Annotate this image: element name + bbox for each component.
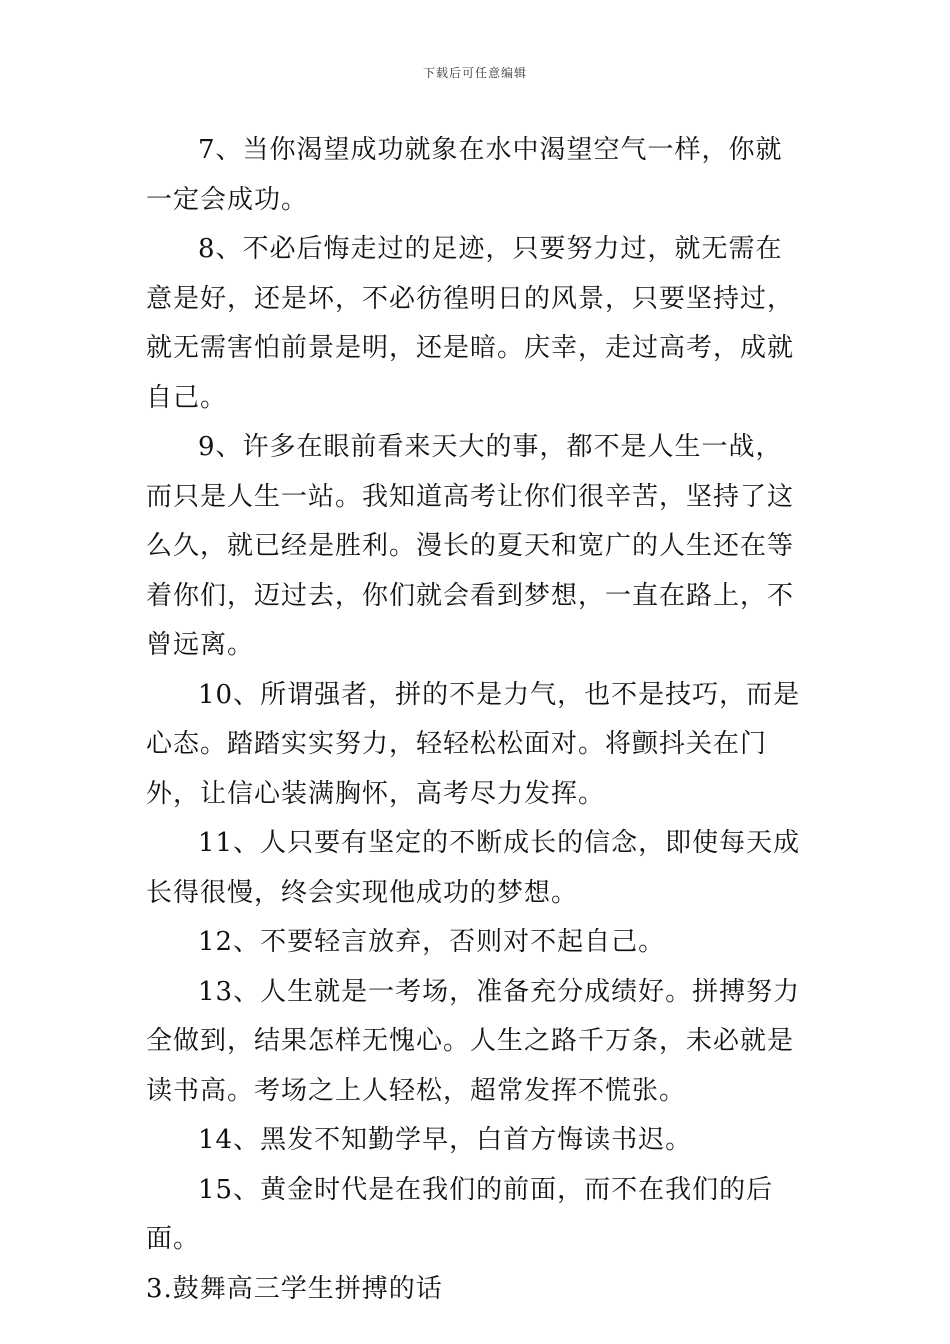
document-body [146, 126, 808, 1314]
page-header: 下载后可任意编辑 [422, 66, 527, 80]
paragraph-13: 13、人生就是一考场，准备充分成绩好。拼搏努力全做到，结果怎样无愧心。人生之路千万条，未必就是读书高。考场之上人轻松，超常发挥不慌张。 [146, 976, 801, 1106]
section-heading: 3.鼓舞高三学生拼搏的话 [146, 1273, 443, 1304]
paragraph-9: 9、许多在眼前看来天大的事，都不是人生一战，而只是人生一站。我知道高考让你们很辛苦，坚持了这么久，就已经是胜利。漫长的夏天和宽广的人生还在等着你们，迈过去，你们就会看到梦想，一直在路上，不曾远离。 [146, 432, 795, 660]
paragraph-15: 15、黄金时代是在我们的前面，而不在我们的后面。 [146, 1174, 774, 1254]
paragraph-11: 11、人只要有坚定的不断成长的信念，即使每天成长得很慢，终会实现他成功的梦想。 [146, 828, 801, 908]
paragraph-10: 10、所谓强者，拼的不是力气，也不是技巧，而是心态。踏踏实实努力，轻轻松松面对。将颤抖关在门外，让信心装满胸怀，高考尽力发挥。 [146, 679, 801, 809]
paragraph-7: 7、当你渴望成功就象在水中渴望空气一样，你就一定会成功。 [146, 135, 783, 215]
paragraph-12: 12、不要轻言放弃，否则对不起自己。 [198, 927, 666, 957]
paragraph-8: 8、不必后悔走过的足迹，只要努力过，就无需在意是好，还是坏，不必彷徨明日的风景，只要坚持过，就无需害怕前景是明，还是暗。庆幸，走过高考，成就自己。 [146, 234, 795, 413]
paragraph-14: 14、黑发不知勤学早，白首方悔读书迟。 [198, 1125, 693, 1155]
